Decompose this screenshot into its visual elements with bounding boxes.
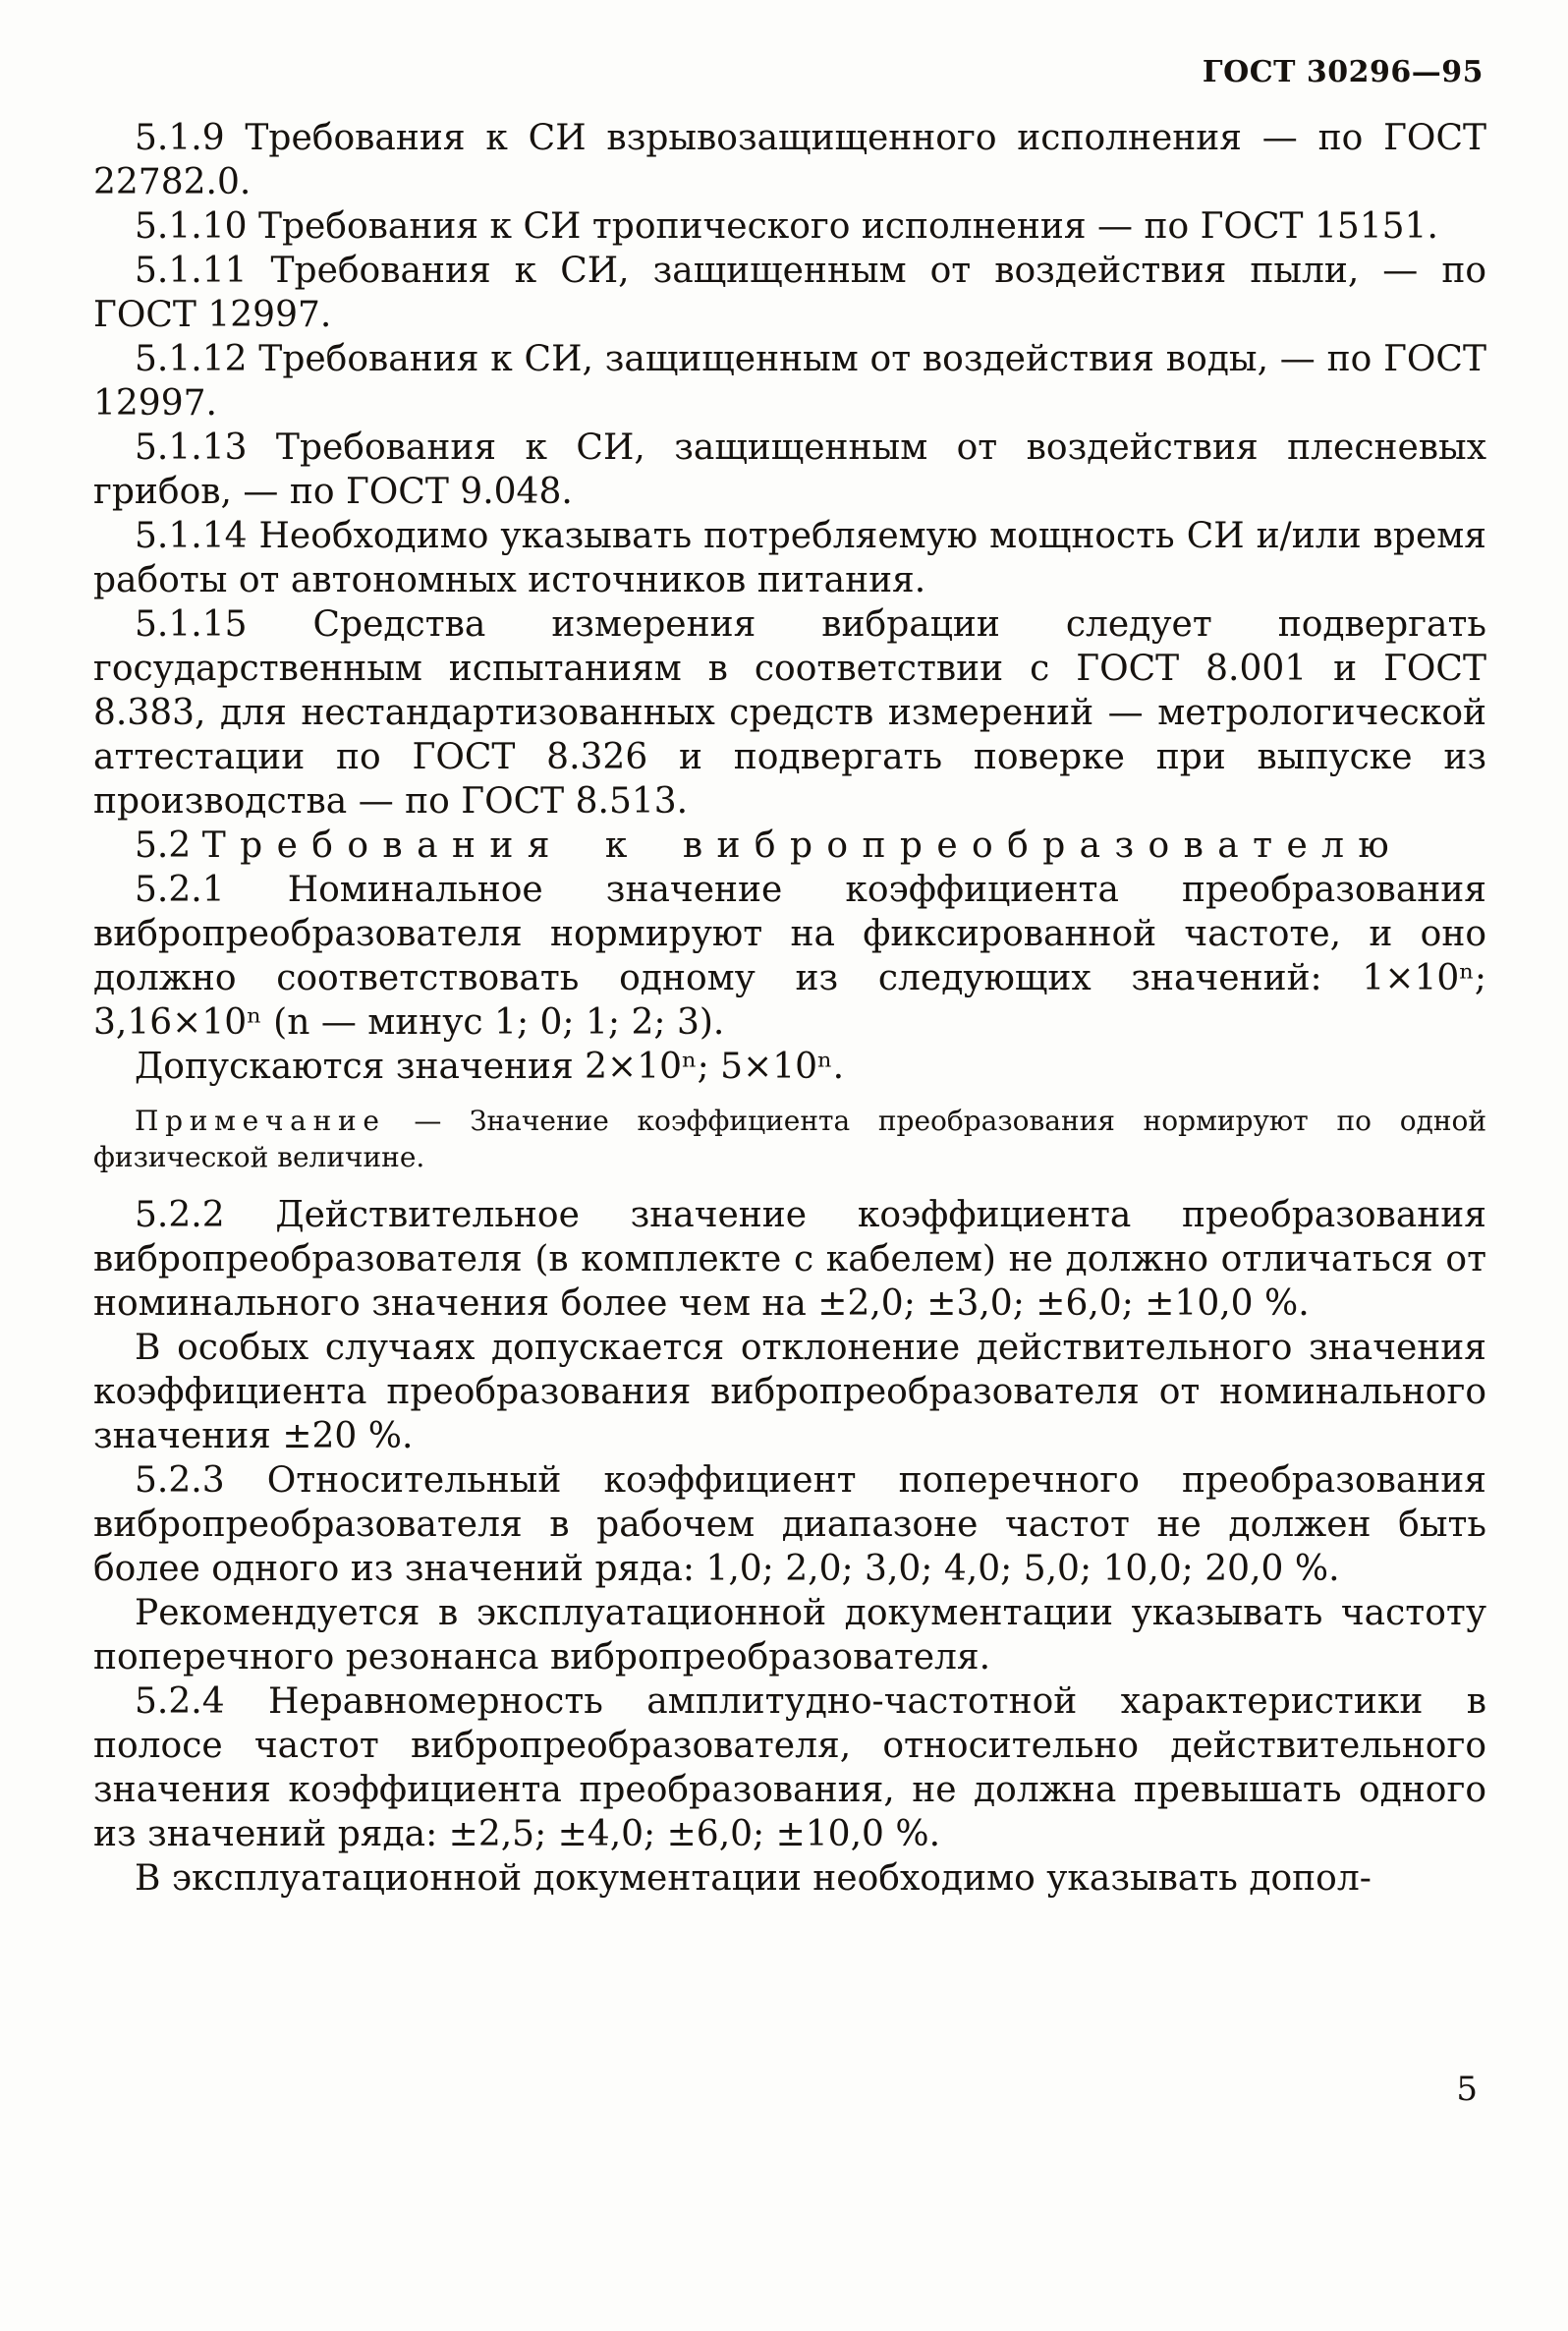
- section-heading-title: Требования к вибропреобразователю: [201, 825, 1404, 866]
- paragraph-special-cases: В особых случаях допускается отклонение действительного значения коэффициента преобразования вибропреобразователя от номинального значения ±20 %.: [93, 1328, 1486, 1456]
- note-text: — Значение коэффициента преобразования нормируют по одной физической величине.: [93, 1105, 1487, 1173]
- paragraph-5-1-13: 5.1.13 Требования к СИ, защищенным от воздействия плесневых грибов, — по ГОСТ 9.048.: [93, 427, 1486, 512]
- note-block: [93, 1103, 1486, 1175]
- paragraph-5-2-2: 5.2.2 Действительное значение коэффициента преобразования вибропреобразователя (в комплекте с кабелем) не должно отличаться от номинального значения более чем на ±2,0; ±3,0; ±6,0; ±10,0 %.: [93, 1195, 1486, 1324]
- paragraph-5-1-11: 5.1.11 Требования к СИ, защищенным от воздействия пыли, — по ГОСТ 12997.: [93, 251, 1486, 335]
- paragraph-5-1-9: 5.1.9 Требования к СИ взрывозащищенного исполнения — по ГОСТ 22782.0.: [93, 118, 1486, 202]
- page-number: 5: [1456, 2070, 1478, 2109]
- paragraph-5-2-1: 5.2.1 Номинальное значение коэффициента преобразования вибропреобразователя нормируют на фиксированной частоте, и оно должно соответствовать одному из следующих значений: 1×10ⁿ; 3,16×10ⁿ (n — минус 1; 0; 1; 2; 3).: [93, 870, 1486, 1043]
- paragraph-5-1-14: 5.1.14 Необходимо указывать потребляемую мощность СИ и/или время работы от автономных источников питания.: [93, 516, 1486, 600]
- section-heading-5-2: [93, 824, 1486, 868]
- paragraph-continuation: В эксплуатационной документации необходимо указывать допол-: [135, 1858, 1372, 1899]
- paragraph-5-1-15: 5.1.15 Средства измерения вибрации следует подвергать государственным испытаниям в соответствии с ГОСТ 8.001 и ГОСТ 8.383, для нестандартизованных средств измерений — метрологической аттестации по ГОСТ 8.326 и подвергать поверке при выпуске из производства — по ГОСТ 8.513.: [93, 604, 1486, 822]
- paragraph-5-2-4: 5.2.4 Неравномерность амплитудно-частотной характеристики в полосе частот вибропреобразователя, относительно действительного значения коэффициента преобразования, не должна превышать одного из значений ряда: ±2,5; ±4,0; ±6,0; ±10,0 %.: [93, 1681, 1486, 1854]
- paragraph-5-2-3: 5.2.3 Относительный коэффициент поперечного преобразования вибропреобразователя в рабочем диапазоне частот не должен быть более одного из значений ряда: 1,0; 2,0; 3,0; 4,0; 5,0; 10,0; 20,0 %.: [93, 1460, 1486, 1589]
- paragraph-5-1-12: 5.1.12 Требования к СИ, защищенным от воздействия воды, — по ГОСТ 12997.: [93, 339, 1486, 424]
- page-header: [93, 55, 1484, 89]
- text-block: [93, 116, 1486, 1901]
- section-heading-number: 5.2: [135, 825, 192, 866]
- standard-designation: ГОСТ 30296—95: [1202, 55, 1484, 89]
- paragraph-5-1-10: 5.1.10 Требования к СИ тропического исполнения — по ГОСТ 15151.: [135, 206, 1438, 247]
- note-label: Примечание: [135, 1105, 386, 1137]
- paragraph-recommendation: Рекомендуется в эксплуатационной документации указывать частоту поперечного резонанса вибропреобразователя.: [93, 1593, 1486, 1677]
- paragraph-allowed-values: Допускаются значения 2×10ⁿ; 5×10ⁿ.: [135, 1047, 845, 1087]
